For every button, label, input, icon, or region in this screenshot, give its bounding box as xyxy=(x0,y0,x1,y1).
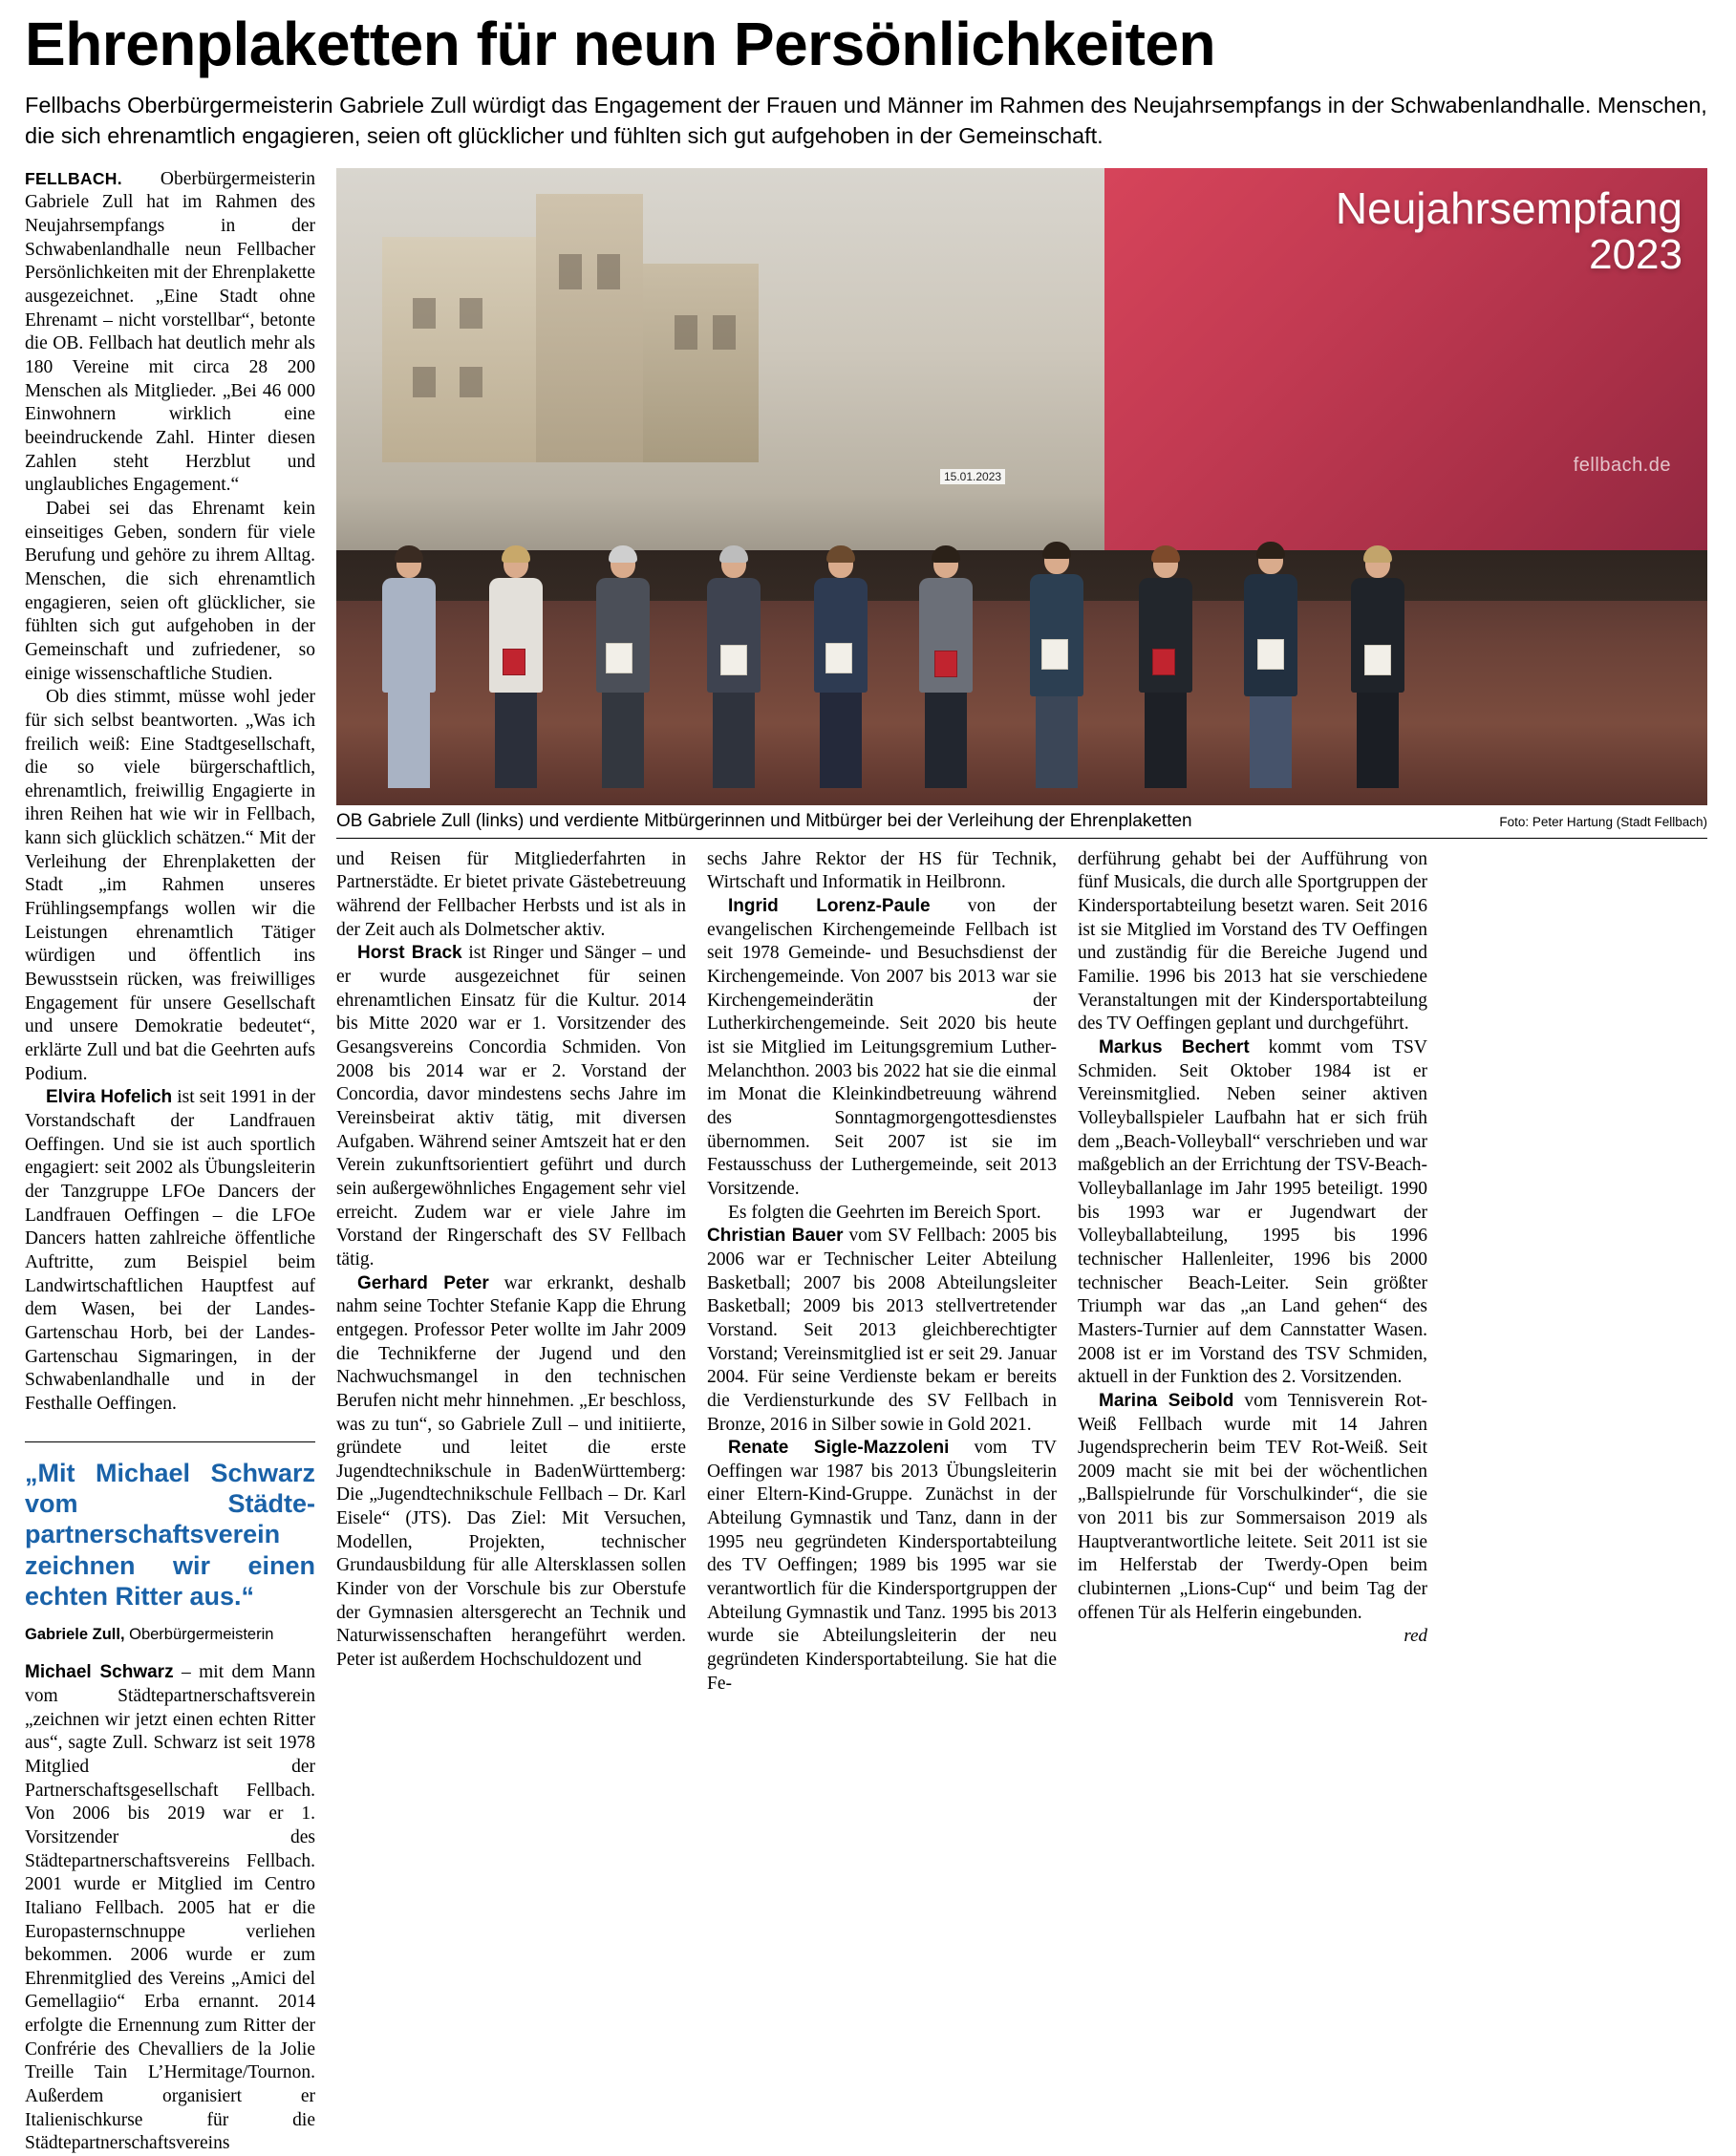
building-shape xyxy=(382,237,536,462)
certificate-prop xyxy=(1257,639,1284,670)
person-figure xyxy=(382,549,436,788)
paragraph-text: Es folgten die Geehrten im Bereich Sport. xyxy=(728,1202,1041,1223)
paragraph-text: derführung gehabt bei der Aufführung von fünf Musicals, die durch alle Sportgruppen der Kindersportabteilung besetzt waren. Seit 2016 ist sie Mitglied im Vorstand des TV Oeffingen und zuständig für die Bereiche Jugend und Familie. 1996 bis 2013 hat sie verschiedene Veranstaltungen mit der Kindersportabteilung des TV Oeffingen geplant und durchgeführt. xyxy=(1078,848,1427,1035)
newspaper-page xyxy=(0,10,1736,2154)
honoree-name: Markus Bechert xyxy=(1099,1037,1250,1058)
honoree-name: Horst Brack xyxy=(357,943,462,964)
honoree-name: Michael Schwarz xyxy=(25,1662,174,1683)
paragraph-honoree xyxy=(1078,1390,1427,1626)
projection-left xyxy=(336,168,1104,602)
caption-row xyxy=(336,805,1707,839)
window-shape xyxy=(675,315,697,350)
honoree-name: Gerhard Peter xyxy=(357,1272,489,1293)
dateline: FELLBACH. xyxy=(25,168,122,188)
person-figure xyxy=(1030,545,1083,788)
honoree-text: kommt vom TSV Schmiden. Seit Oktober 1984 ist er Vereinsmitglied. Neben seiner aktiven Volleyballspieler Laufbahn hat er sich früh dem „Beach-Volleyball“ verschrieben und war maßgeblich an der Errichtung der TSV-Beach-Volleyballanlage im Jahr 1995 beteiligt. 1990 bis 1993 war er Jugendwart der Volleyballabteilung, 1995 bis 1996 technischer Hallenleiter, 1996 bis 2000 technischer Beach-Leiter. Sein größter Triumph war das „an Land gehen“ des Masters-Turnier auf dem Cannstatter Wasen. 2008 ist er im Vorstand des TSV Schmiden, aktuell in der Funktion des 2. Vorsitzenden. xyxy=(1078,1037,1427,1388)
pullquote-attribution xyxy=(25,1626,315,1645)
paragraph-honoree xyxy=(707,895,1057,1202)
standfirst: Fellbachs Oberbürgermeisterin Gabriele Zull würdigt das Engagement der Frauen und Männer im Rahmen des Neujahrsempfangs in der Schwabenlandhalle. Menschen, die sich ehrenamtlich engagieren, seien oft glücklicher und fühlten sich gut aufgehoben in der Gemeinschaft. xyxy=(25,93,1707,148)
window-shape xyxy=(460,367,482,397)
plaque-prop xyxy=(1152,649,1175,675)
honoree-name: Marina Seibold xyxy=(1099,1390,1234,1411)
paragraph-text: Oberbürgermeisterin Gabriele Zull hat im Rahmen des Neujahrsempfangs in der Schwabenlandhalle neun Fellbacher Persönlichkeiten mit der Ehrenplakette ausgezeichnet. „Eine Stadt ohne Ehrenamt – nicht vorstellbar“, betonte die OB. Fellbach hat deutlich mehr als 180 Vereine mit circa 28 200 Menschen als Mitglieder. „Bei 46 000 Einwohnern wirklich eine beeindruckende Zahl. Hinter diesen Zahlen steht Herzblut und unglaubliches Engagement.“ xyxy=(25,168,315,496)
photo-credit: Foto: Peter Hartung (Stadt Fellbach) xyxy=(1499,814,1707,829)
honoree-text: – mit dem Mann vom Städtepartnerschaftsverein „zeichnen wir jetzt einen echten Ritter aus“, sagte Zull. Schwarz ist seit 1978 Mitglied der Partnerschaftsgesellschaft Fellbach. Von 2006 bis 2019 war er 1. Vorsitzender des Städtepartnerschaftsvereins Fellbach. 2001 wurde er Mitglied im Centro Italiano Fellbach. 2005 hat er die Europasternschnuppe verliehen bekommen. 2006 wurde er zum Ehrenmitglied des Vereins „Amici del Gemellagiio“ Erba ernannt. 2014 erfolgte die Ernennung zum Ritter der Confrérie des Chevalliers de la Jolie Treille Tain L’Hermitage/Tournon. Außerdem organisiert er Italienischkurse für die Städtepartnerschaftsvereins xyxy=(25,1662,315,2154)
paragraph-honoree xyxy=(336,1272,686,1673)
column-1-top xyxy=(25,168,315,2156)
paragraph-honoree xyxy=(707,1437,1057,1696)
plaque-prop xyxy=(503,649,525,675)
honoree-text: war erkrankt, deshalb nahm seine Tochter Stefanie Kapp die Ehrung entgegen. Professor Peter wollte im Jahr 2009 die Technikferne der Jugend und den Nachwuchsmangel in den technischen Berufen nicht mehr hinnehmen. „Er beschloss, was zu tun“, so Gabriele Zull – und initiierte, gründete und leitet die erste Jugendtechnikschule in BadenWürttemberg: Die „Jugendtechnikschule Fellbach – Dr. Karl Eisele“ (JTS). Das Ziel: Mit Versuchen, Modellen, Projekten, technischer Grundausbildung für alle Altersklassen sollen Kinder von der Vorschule bis zur Oberstufe der Gymnasien altersgerecht an Technik und Naturwissenschaften herangeführt werden. Peter ist außerdem Hochschuldozent und xyxy=(336,1272,686,1671)
honoree-name: Ingrid Lorenz-Paule xyxy=(728,896,931,917)
photo-block xyxy=(336,168,1707,1697)
screen-title xyxy=(1335,182,1682,279)
certificate-prop xyxy=(606,643,632,673)
certificate-prop xyxy=(1364,645,1391,675)
paragraph-honoree xyxy=(336,942,686,1271)
column-2 xyxy=(336,848,686,1673)
honoree-name: Renate Sigle-Mazzoleni xyxy=(728,1438,950,1459)
honoree-name: Christian Bauer xyxy=(707,1226,844,1247)
pullquote-text: „Mit Michael Schwarz vom Städtepartnerschaftsverein zeichnen wir einen echten Ritter aus.“ xyxy=(25,1458,315,1612)
paragraph-text: sechs Jahre Rektor der HS für Technik, Wirtschaft und Informatik in Heilbronn. xyxy=(707,848,1057,893)
certificate-prop xyxy=(1041,639,1068,670)
window-shape xyxy=(413,298,436,329)
plaque-prop xyxy=(934,651,957,677)
paragraph-lead xyxy=(25,168,315,498)
window-shape xyxy=(559,254,582,288)
person-figure xyxy=(707,549,761,788)
honoree-text: vom SV Fellbach: 2005 bis 2006 war er Technischer Leiter Abteilung Basketball; 2007 bis 2008 Abteilungsleiter Basketball; 2009 bis 2013 stellvertretender Vorstand. Seit 2013 gleichberechtigter Vorstand; Vereinsmitglied ist er seit 29. Januar 2004. Für seine Verdienste bekam er bereits die Verdiensturkunde des SV Fellbach in Bronze, 2016 in Silber sowie in Gold 2021. xyxy=(707,1226,1057,1435)
photo-caption: OB Gabriele Zull (links) und verdiente Mitbürgerinnen und Mitbürger bei der Verleihung der Ehrenplaketten xyxy=(336,810,1192,831)
window-shape xyxy=(713,315,736,350)
honoree-text: ist Ringer und Sänger – und er wurde ausgezeichnet für seinen ehrenamtlichen Einsatz für die Kultur. 2014 bis Mitte 2020 war er 1. Vorsitzender des Gesangsvereins Concordia Schmiden. Von 2008 bis 2014 war er 2. Vorstand der Concordia, davor mindestens sechs Jahre im Vereinsbeirat aktiv tätig, mit diversen Aufgaben. Während seiner Amtszeit hat er den Verein zukunftsorientiert geführt und durch sein außergewöhnliches Engagement sehr viel erreicht. Zudem war er viele Jahre im Vorstand der Ringerschaft des SV Fellbach tätig. xyxy=(336,943,686,1270)
paragraph-text: Ob dies stimmt, müsse wohl jeder für sich selbst beantworten. „Was ich freilich weiß: Eine Stadtgesellschaft, die so viele bürgerschaftlich, ehrenamtlich, freiwillig Engagierte in ihren Reihen hat wie wir in Fellbach, kann sich glücklich schätzen.“ Mit der Verleihung der Ehrenplaketten der Stadt „im Rahmen unseres Frühlingsempfangs wollen wir die Leistungen ehrenamtlich Tätiger würdigen und öffentlich ins Bewusstsein rücken, was freiwilliges Engagement für unsere Gesellschaft und unsere Demokratie bedeutet“, erklärte Zull und bat die Geehrten aufs Podium. xyxy=(25,687,315,1084)
window-shape xyxy=(460,298,482,329)
person-figure xyxy=(814,549,868,788)
honoree-text: von der evangelischen Kirchengemeinde Fellbach ist seit 1978 Gemeinde- und Besuchsdienst der Kirchengemeinde. Von 2007 bis 2013 war sie Kirchengemeinderätin der Lutherkirchengemeinde. Seit 2020 bis heute ist sie Mitglied im Leitungsgremium Luther-Melanchthon. 2003 bis 2022 hat sie die einmal im Monat die Kleinkindbetreuung während des Sonntagmorgengottesdienstes übernommen. Seit 2007 ist sie im Festausschuss der Luthergemeinde, seit 2013 Vorsitzende. xyxy=(707,896,1057,1199)
photo-timestamp: 15.01.2023 xyxy=(940,469,1005,484)
paragraph-text: Dabei sei das Ehrenamt kein einseitiges Geben, sondern für viele Berufung und gehöre zu ihrem Alltag. Menschen, die sich ehrenamtlich engagieren, seien oft glücklicher, sie fühlten sich gut aufgehoben in der Gemeinschaft und zufriedener, so einige wissenschaftliche Studien. xyxy=(25,498,315,684)
screen-url: fellbach.de xyxy=(1573,454,1671,476)
certificate-prop xyxy=(825,643,852,673)
column-3 xyxy=(707,848,1057,1697)
person-figure xyxy=(919,549,973,788)
person-figure xyxy=(1244,545,1297,788)
person-figure xyxy=(596,549,650,788)
window-shape xyxy=(413,367,436,397)
projection-right xyxy=(1104,168,1707,602)
screen-year-text: 2023 xyxy=(1589,231,1682,279)
byline-signature: red xyxy=(1404,1626,1427,1647)
paragraph-honoree xyxy=(707,1225,1057,1437)
column-4 xyxy=(1078,848,1427,1649)
article-photo xyxy=(336,168,1707,805)
top-zone xyxy=(25,168,1711,2156)
honoree-text: vom Tennisverein Rot-Weiß Fellbach wurde mit 14 Jahren Jugendsprecherin beim TEV Rot-Weiß. Seit 2009 macht sie mit bei der wöchentlichen „Ballspielrunde für Vorschulkinder“, die sie von 2011 bis zur Sommersaison 2019 als Hauptverantwortliche leitete. Seit 2011 ist sie im Helferstab der Twerdy-Open beim clubinternen „Lions-Cup“ und beim Tag der offenen Tür als Helferin eingebunden. xyxy=(1078,1390,1427,1623)
window-shape xyxy=(597,254,620,288)
person-figure xyxy=(1351,549,1404,788)
page-title: Ehrenplaketten für neun Persönlichkeiten xyxy=(25,10,1216,78)
screen-title-text: Neujahrsempfang xyxy=(1335,182,1682,233)
honoree-name: Elvira Hofelich xyxy=(46,1087,173,1108)
pullquote-attrib-name: Gabriele Zull, xyxy=(25,1625,125,1643)
honoree-text: ist seit 1991 in der Vorstandschaft der Landfrauen Oeffingen. Und sie ist auch sportlich engagiert: seit 2002 als Übungsleiterin der Tanzgruppe LFOe Dancers der Landfrauen Oeffingen – die LFOe Dancers hatten zahlreiche öffentliche Auftritte, zum Beispiel beim Landwirtschaftlichen Hauptfest auf dem Wasen, bei der Landes-Gartenschau Horb, bei der Landes-Gartenschau Sigmaringen, in der Schwabenlandhalle und in der Festhalle Oeffingen. xyxy=(25,1087,315,1414)
person-figure xyxy=(1139,549,1192,788)
pullquote xyxy=(25,1441,315,1645)
paragraph-honoree xyxy=(25,1086,315,1416)
building-shape xyxy=(643,264,759,463)
pullquote-attrib-role: Oberbürgermeisterin xyxy=(129,1625,274,1643)
bottom-columns xyxy=(336,848,1707,1697)
paragraph-honoree xyxy=(25,1661,315,2156)
person-figure xyxy=(489,549,543,788)
paragraph-honoree xyxy=(1078,1036,1427,1390)
paragraph-text: und Reisen für Mitgliederfahrten in Partnerstädte. Er bietet private Gästebetreuung während der Fellbacher Herbsts und ist als in der Zeit auch als Dolmetscher aktiv. xyxy=(336,848,686,940)
building-shape xyxy=(536,194,644,462)
certificate-prop xyxy=(720,645,747,675)
honoree-text: vom TV Oeffingen war 1987 bis 2013 Übungsleiterin einer Eltern-Kind-Gruppe. Zunächst in der Abteilung Gymnastik und Tanz, dann in der 1995 neu gegründeten Kindersportabteilung des TV Oeffingen; 1989 bis 1995 war sie verantwortlich für die Kindersportgruppen der Abteilung Gymnastik und Tanz. 1995 bis 2013 wurde sie Abteilungsleiterin der neu gegründeten Kindersportabteilung. Sie hat die Fe- xyxy=(707,1438,1057,1694)
